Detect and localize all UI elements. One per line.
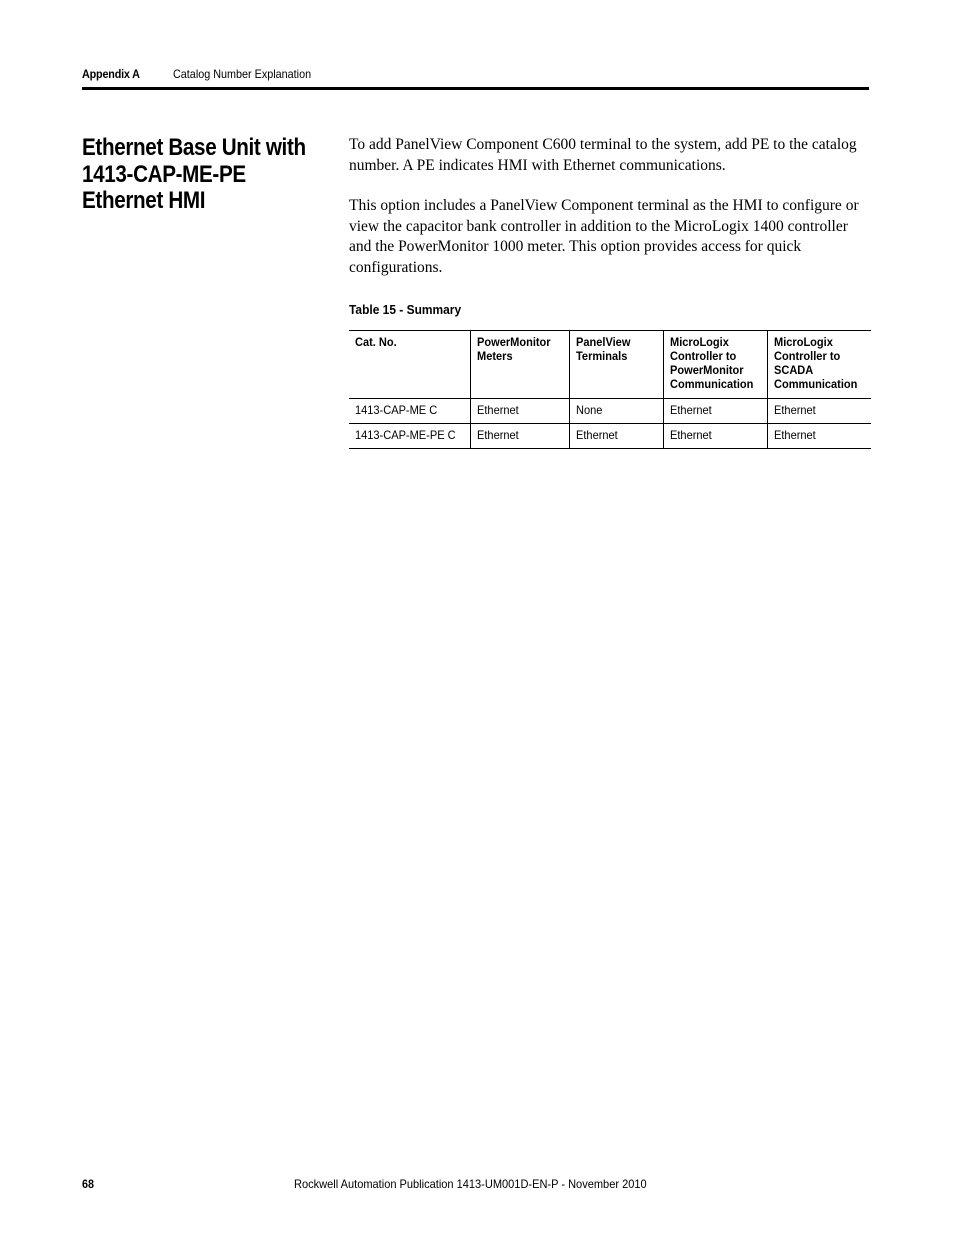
column-header-line: Communication [669, 377, 754, 391]
table-header-row [349, 331, 871, 399]
column-header-panelview-terminals [569, 331, 663, 399]
column-header-line: SCADA [773, 363, 813, 377]
cell-text: Ethernet [773, 428, 816, 442]
cell-text: Ethernet [669, 403, 712, 417]
body-paragraph: To add PanelView Component C600 terminal to the system, add PE to the catalog number. A PE indicates HMI with Ethernet communications. [349, 136, 857, 174]
column-header-line: Controller to [773, 349, 840, 363]
column-header-micrologix-to-scada [767, 331, 871, 399]
cell-text: Ethernet [773, 403, 816, 417]
publication-footer: Rockwell Automation Publication 1413-UM001D-EN-P - November 2010 [294, 1177, 647, 1191]
column-header-line: Controller to [669, 349, 736, 363]
section-title-line: Ethernet Base Unit with [82, 134, 306, 161]
table-cell-cat-no [349, 399, 471, 424]
header-chapter-title: Catalog Number Explanation [173, 67, 312, 81]
column-header-line: PowerMonitor [669, 363, 744, 377]
cell-text: Ethernet [575, 428, 618, 442]
body-paragraph: This option includes a PanelView Component terminal as the HMI to configure or view the capacitor bank controller in addition to the MicroLogix 1400 controller and the PowerMonitor 1000 meter. This option provides access for quick configurations. [349, 197, 859, 276]
table-cell [569, 399, 663, 424]
section-title-line: Ethernet HMI [82, 187, 206, 214]
table-cell [663, 399, 767, 424]
cell-text: 1413-CAP-ME C [355, 403, 438, 417]
cell-text: None [575, 403, 603, 417]
column-header-micrologix-to-powermonitor [663, 331, 767, 399]
cell-text: Ethernet [477, 428, 520, 442]
cell-text: 1413-CAP-ME-PE C [355, 428, 456, 442]
column-header-line: Meters [477, 349, 513, 363]
page-number: 68 [82, 1177, 95, 1191]
column-header-line: Terminals [575, 349, 628, 363]
table-cell [767, 424, 871, 449]
table-cell-cat-no [349, 424, 471, 449]
table-cell [663, 424, 767, 449]
table-row [349, 424, 871, 449]
table-cell [767, 399, 871, 424]
cell-text: Ethernet [477, 403, 520, 417]
column-header-line: Cat. No. [355, 335, 397, 349]
column-header-line: MicroLogix [773, 335, 833, 349]
column-header-line: Communication [773, 377, 858, 391]
header-appendix-label: Appendix A [82, 67, 140, 81]
column-header-powermonitor-meters [471, 331, 569, 399]
section-title [82, 134, 306, 215]
section-title-line: 1413-CAP-ME-PE [82, 160, 246, 188]
column-header-line: PanelView [575, 335, 631, 349]
page-header [82, 66, 869, 90]
summary-table [349, 330, 871, 449]
table-cell [471, 424, 569, 449]
column-header-cat-no [349, 331, 471, 399]
table-caption: Table 15 - Summary [349, 302, 462, 317]
column-header-line: PowerMonitor [477, 335, 551, 349]
cell-text: Ethernet [669, 428, 712, 442]
table-row [349, 399, 871, 424]
column-header-line: MicroLogix [669, 335, 729, 349]
table-cell [569, 424, 663, 449]
table-cell [471, 399, 569, 424]
